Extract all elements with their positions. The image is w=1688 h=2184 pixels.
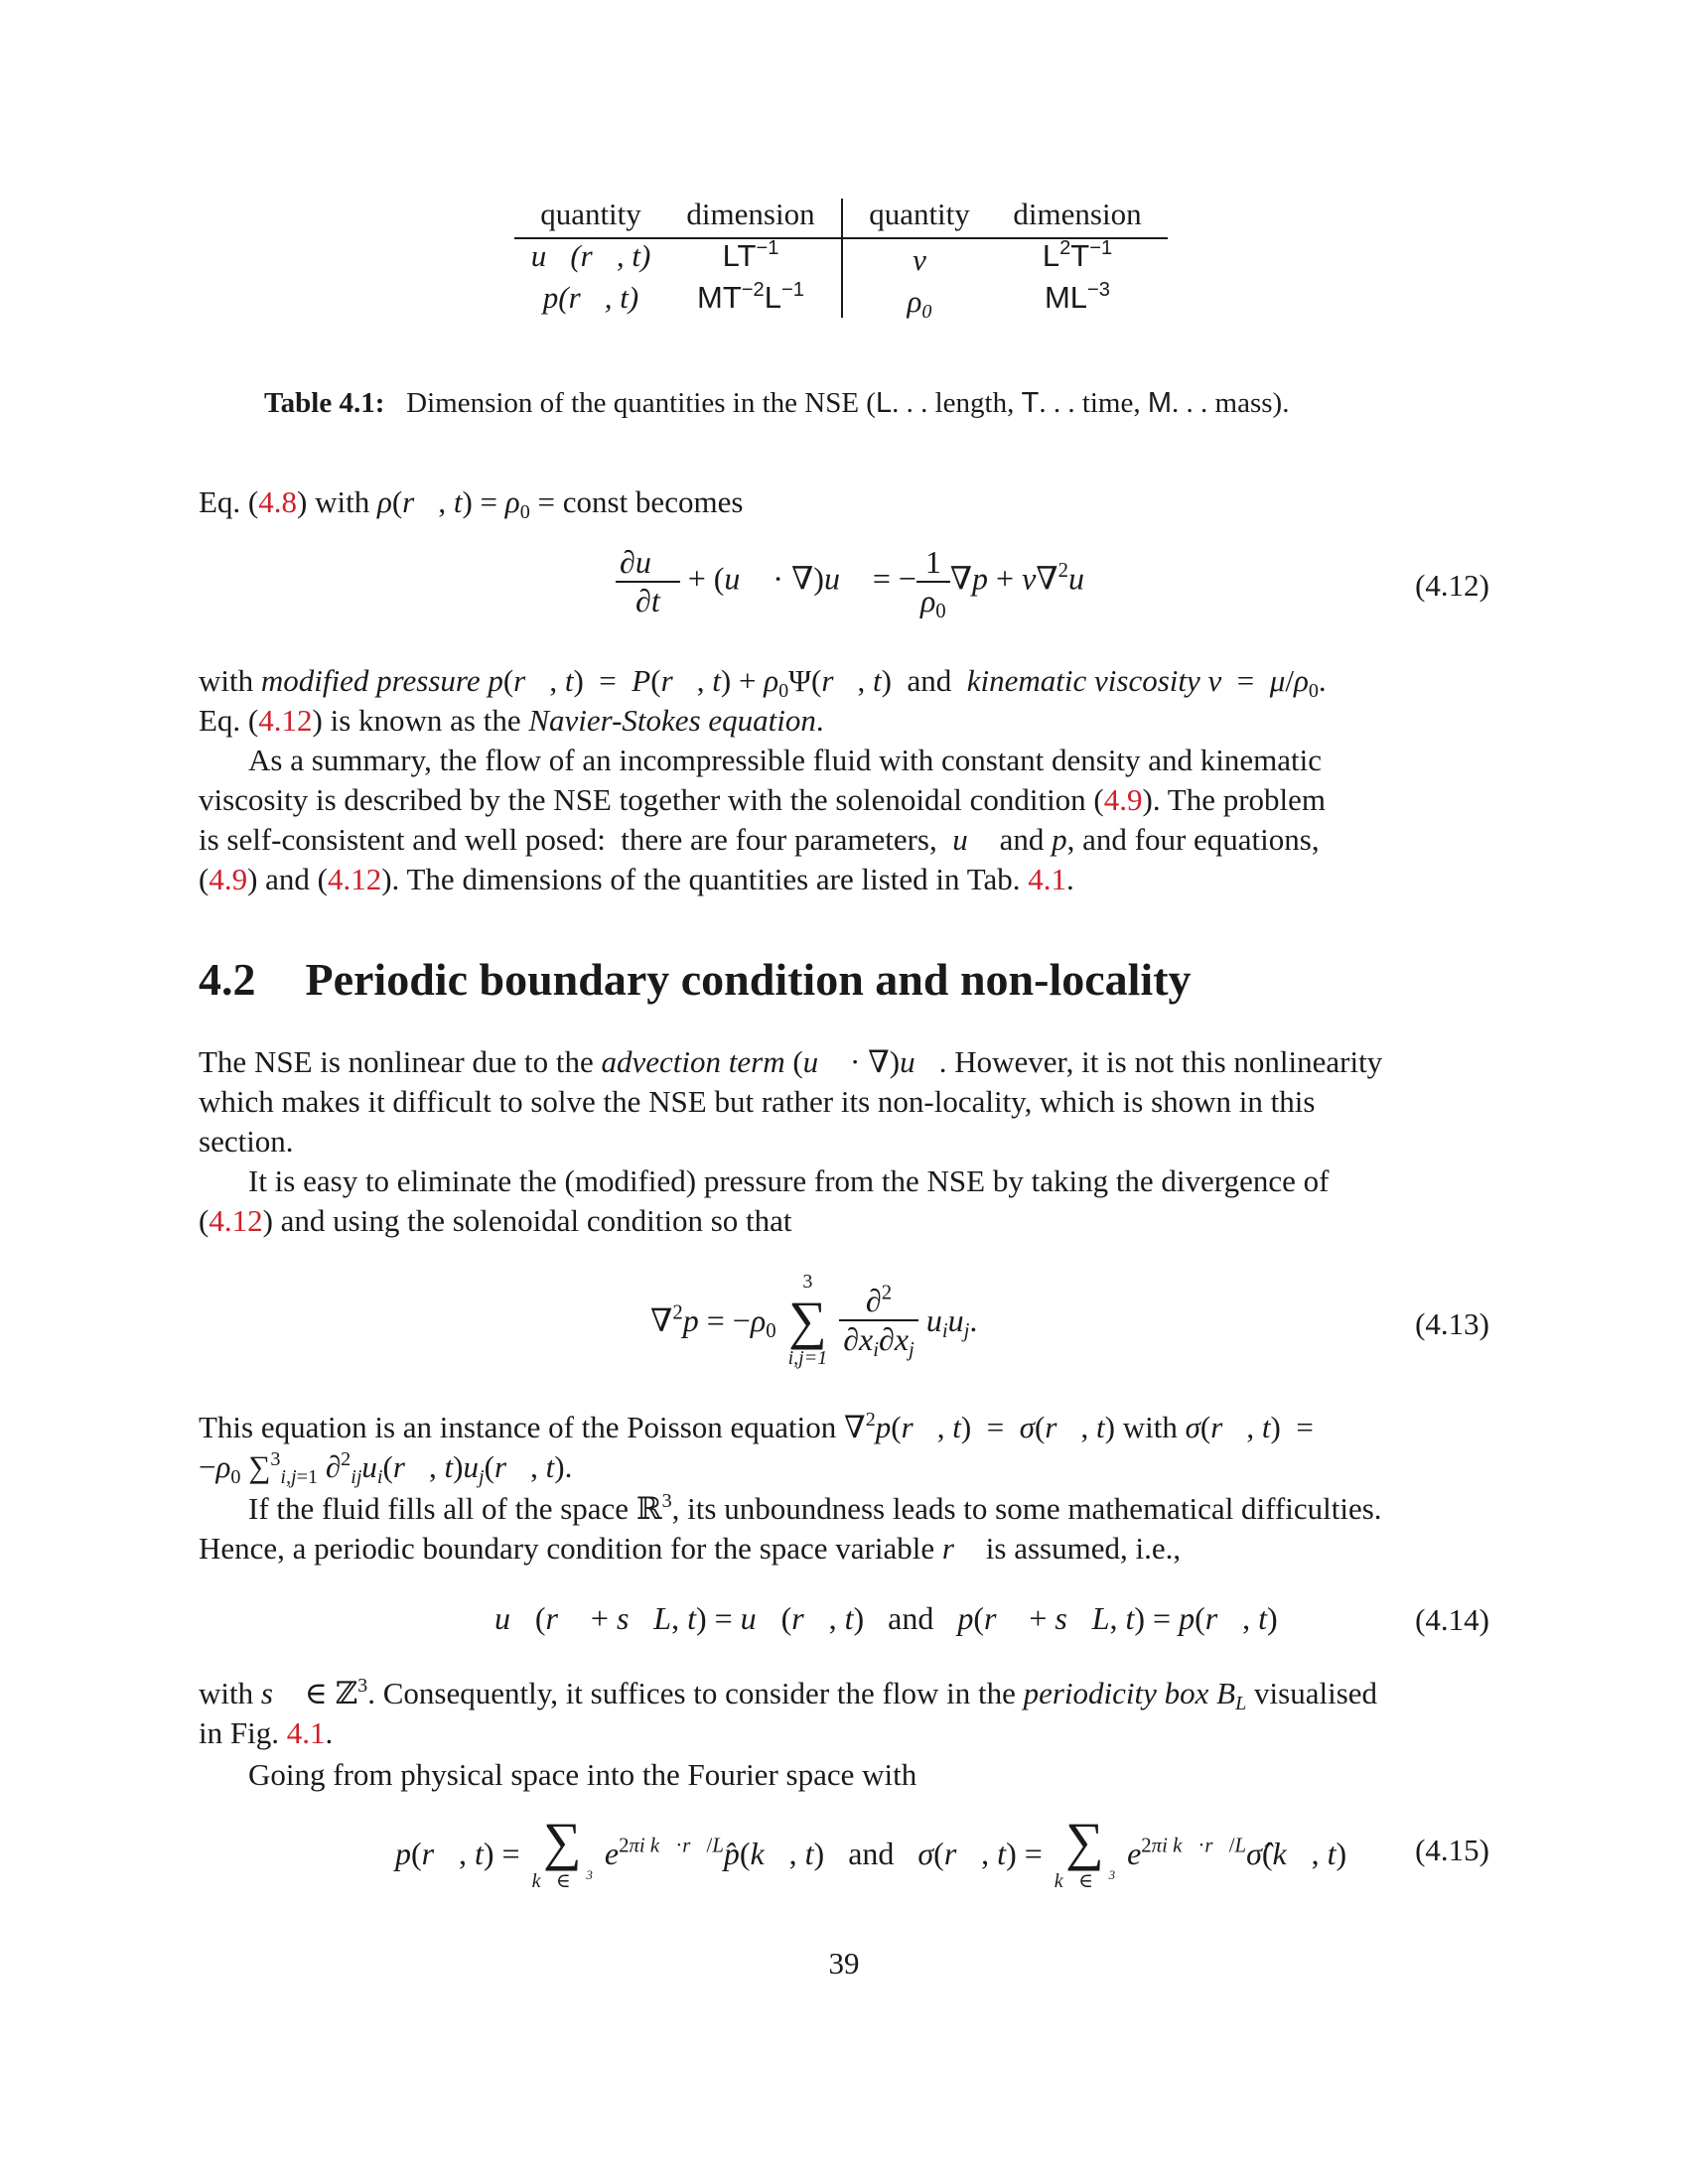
ref-fig-4-1[interactable]: 4.1 [286, 1715, 326, 1750]
page-number: 39 [828, 1946, 860, 1980]
table-caption-text: Dimension of the quantities in the NSE (L. . . length, T. . . time, M. . . mass). [391, 387, 1290, 419]
table-caption-label: Table 4.1: [264, 387, 385, 419]
equation-4-14: u⃗(r⃗ + s⃗L, t) = u⃗(r⃗, t) and p(r⃗ + s⃗L, t) = p(r⃗, t) [494, 1600, 1278, 1636]
table-row-2-quantity-1: p(r⃗, t) [542, 280, 639, 315]
table-row-1-dimension-1: $LT^{-1}$ [722, 236, 779, 273]
ref-eq-4-9[interactable]: 4.9 [1103, 782, 1143, 817]
paragraph-eq-4-8: Eq. (4.8) with ρ(r⃗, $t) = \rho_0$ = const becomes [199, 484, 744, 524]
ref-table-4-1[interactable]: 4.1 [1028, 862, 1066, 896]
equation-4-13: $\nabla^2p = -\rho_0$ 3 ∑ i,j=1 $\frac{\partial^2}{\partial x_i\partial x_j}$ $u_iu_j$. [650, 1271, 978, 1369]
paragraph-poisson: This equation is an instance of the Poisson equation ∇$^2$p(r⃗, t) = σ(r⃗, t) with σ(r⃗, t) = $-\rho_0$ ∑$^3_{i,j=1}$ $\partial^2_{ij}u_i(r⃗$, $t)u_j(r⃗$, t). [199, 1408, 1314, 1489]
table-row-2-quantity-2: $\rho_0$ [907, 284, 932, 324]
table-header-dimension-1: dimension [686, 197, 815, 231]
equation-4-15: p(r⃗, t) = ∑ k⃗∈ℤ$^3$ $e^{2\pi i k⃗\cdot r⃗/L}p̂(k⃗$, t) and σ(r⃗, t) = ∑ k⃗∈ℤ$^3$ $e^{2\pi i k⃗\cdot r⃗/L}\sigmâ(k⃗$, t) [395, 1812, 1347, 1892]
ref-eq-4-12-b[interactable]: 4.12 [327, 862, 382, 896]
paragraph-unboundness: If the fluid fills all of the space ℝ$^3$, its unboundness leads to some mathematical difficulties. Hence, a periodic boundary condition for the space variable r⃗ is assumed, i.e., [199, 1489, 1382, 1566]
paragraph-modified-pressure: with modified pressure p(r⃗, t) = P(r⃗, $t) + \rho_0\Psi(r⃗$, t) and kinematic viscosity $\nu = \mu/\rho_0$. Eq. (4.12) is known as the Navier-Stokes equation. [199, 663, 1327, 738]
ref-eq-4-12-c[interactable]: 4.12 [209, 1203, 263, 1238]
paragraph-summary: As a summary, the flow of an incompressible fluid with constant density and kinematic viscosity is described by the NSE together with the solenoidal condition (4.9). The problem is self-consistent and well posed: there are four parameters, u⃗ and p, and four equations, (4.9) and (4.12). The dimensions of the quantities are listed in Tab. 4.1. [199, 743, 1327, 896]
equation-number-4-13: (4.13) [1415, 1306, 1489, 1341]
equation-4-12: $\frac{\partial u⃗}{\partial t}$ + (u⃗ · ∇)u⃗ = − $\frac{1}{\rho_0}$ ∇p + ν∇$^2$u⃗ [616, 544, 1109, 619]
section-heading [199, 953, 1192, 1006]
table-vertical-rule [841, 199, 843, 318]
paragraph-fourier: Going from physical space into the Fourier space with [248, 1757, 917, 1792]
equation-number-4-14: (4.14) [1415, 1602, 1489, 1637]
paragraph-periodicity-box: with s⃗ ∈ ℤ$^3$. Consequently, it suffices to consider the flow in the periodicity box $B_L$ visualised in Fig. 4.1. [199, 1674, 1378, 1750]
table-header-dimension-2: dimension [1013, 197, 1142, 231]
table-row-1-dimension-2: $L^2T^{-1}$ [1042, 236, 1113, 273]
table-header-quantity-2: quantity [869, 197, 970, 231]
ref-eq-4-8[interactable]: 4.8 [258, 484, 298, 519]
paragraph-eliminate-pressure: It is easy to eliminate the (modified) pressure from the NSE by taking the divergence of (4.12) and using the solenoidal condition so that [199, 1163, 1330, 1238]
ref-eq-4-12[interactable]: 4.12 [258, 703, 313, 738]
paragraph-advection: The NSE is nonlinear due to the advection term (u⃗ · ∇)u⃗. However, it is not this nonlinearity which makes it difficult to solve the NSE but rather its non-locality, which is shown in this section. [199, 1044, 1383, 1159]
table-caption [264, 387, 1289, 420]
ref-eq-4-9-b[interactable]: 4.9 [209, 862, 248, 896]
table-row-2-dimension-1: $MT^{-2}L^{-1}$ [697, 278, 804, 315]
equation-number-4-15: (4.15) [1415, 1833, 1489, 1867]
table-row-1-quantity-1: u⃗(r⃗, t) [530, 238, 651, 273]
table-header-quantity-1: quantity [540, 197, 641, 231]
section-number: 4.2 [199, 954, 256, 1005]
section-title: Periodic boundary condition and non-locality [305, 954, 1192, 1005]
table-row-2-dimension-2: $ML^{-3}$ [1044, 278, 1111, 315]
equation-number-4-12: (4.12) [1415, 568, 1489, 603]
table-row-1-quantity-2: ν [913, 242, 926, 277]
